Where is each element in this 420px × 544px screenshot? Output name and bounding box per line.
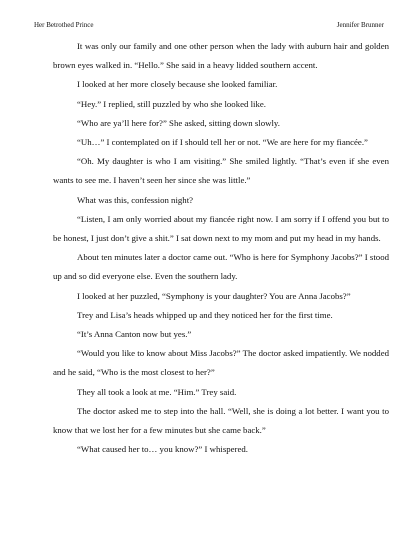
paragraph: “Who are ya’ll here for?” She asked, sitting down slowly. xyxy=(77,117,280,128)
paragraph: “Hey.” I replied, still puzzled by who she looked like. xyxy=(77,98,266,109)
running-header xyxy=(34,19,384,31)
paragraph: They all took a look at me. “Him.” Trey said. xyxy=(77,386,237,397)
paragraph: It was only our family and one other person when the lady with auburn hair and golden brown eyes walked in. “Hello.” She said in a heavy lidded southern accent. xyxy=(53,41,389,71)
paragraph: About ten minutes later a doctor came out. “Who is here for Symphony Jacobs?” I stood up and so did everyone else. Even the southern lady. xyxy=(53,252,389,282)
paragraph: The doctor asked me to step into the hall. “Well, she is doing a lot better. I want you to know that we lost her for a few minutes but she came back.” xyxy=(53,405,389,436)
body-text xyxy=(53,37,389,459)
paragraph: “Uh…” I contemplated on if I should tell her or not. “We are here for my fiancée.” xyxy=(77,137,368,148)
paragraph: “What caused her to… you know?” I whispered. xyxy=(77,444,248,455)
paragraph: “Would you like to know about Miss Jacobs?” The doctor asked impatiently. We nodded and he said, “Who is the most closest to her?” xyxy=(53,348,389,378)
paragraph: “Listen, I am only worried about my fiancée right now. I am sorry if I offend you but to be honest, I just don’t give a shit.” I sat down next to my mom and put my head in my hands. xyxy=(53,213,389,244)
paragraph: Trey and Lisa’s heads whipped up and they noticed her for the first time. xyxy=(77,309,333,320)
paragraph: “It’s Anna Canton now but yes.” xyxy=(77,329,192,340)
paragraph: I looked at her more closely because she looked familiar. xyxy=(77,79,278,90)
book-title: Her Betrothed Prince xyxy=(34,21,94,29)
author-name: Jennifer Brunner xyxy=(336,21,384,29)
paragraph: “Oh. My daughter is who I am visiting.” She smiled lightly. “That’s even if she even wants to see me. I haven’t seen her since she was little.” xyxy=(53,156,389,186)
paragraph: What was this, confession night? xyxy=(77,194,194,205)
paragraph: I looked at her puzzled, “Symphony is your daughter? You are Anna Jacobs?” xyxy=(77,290,351,301)
